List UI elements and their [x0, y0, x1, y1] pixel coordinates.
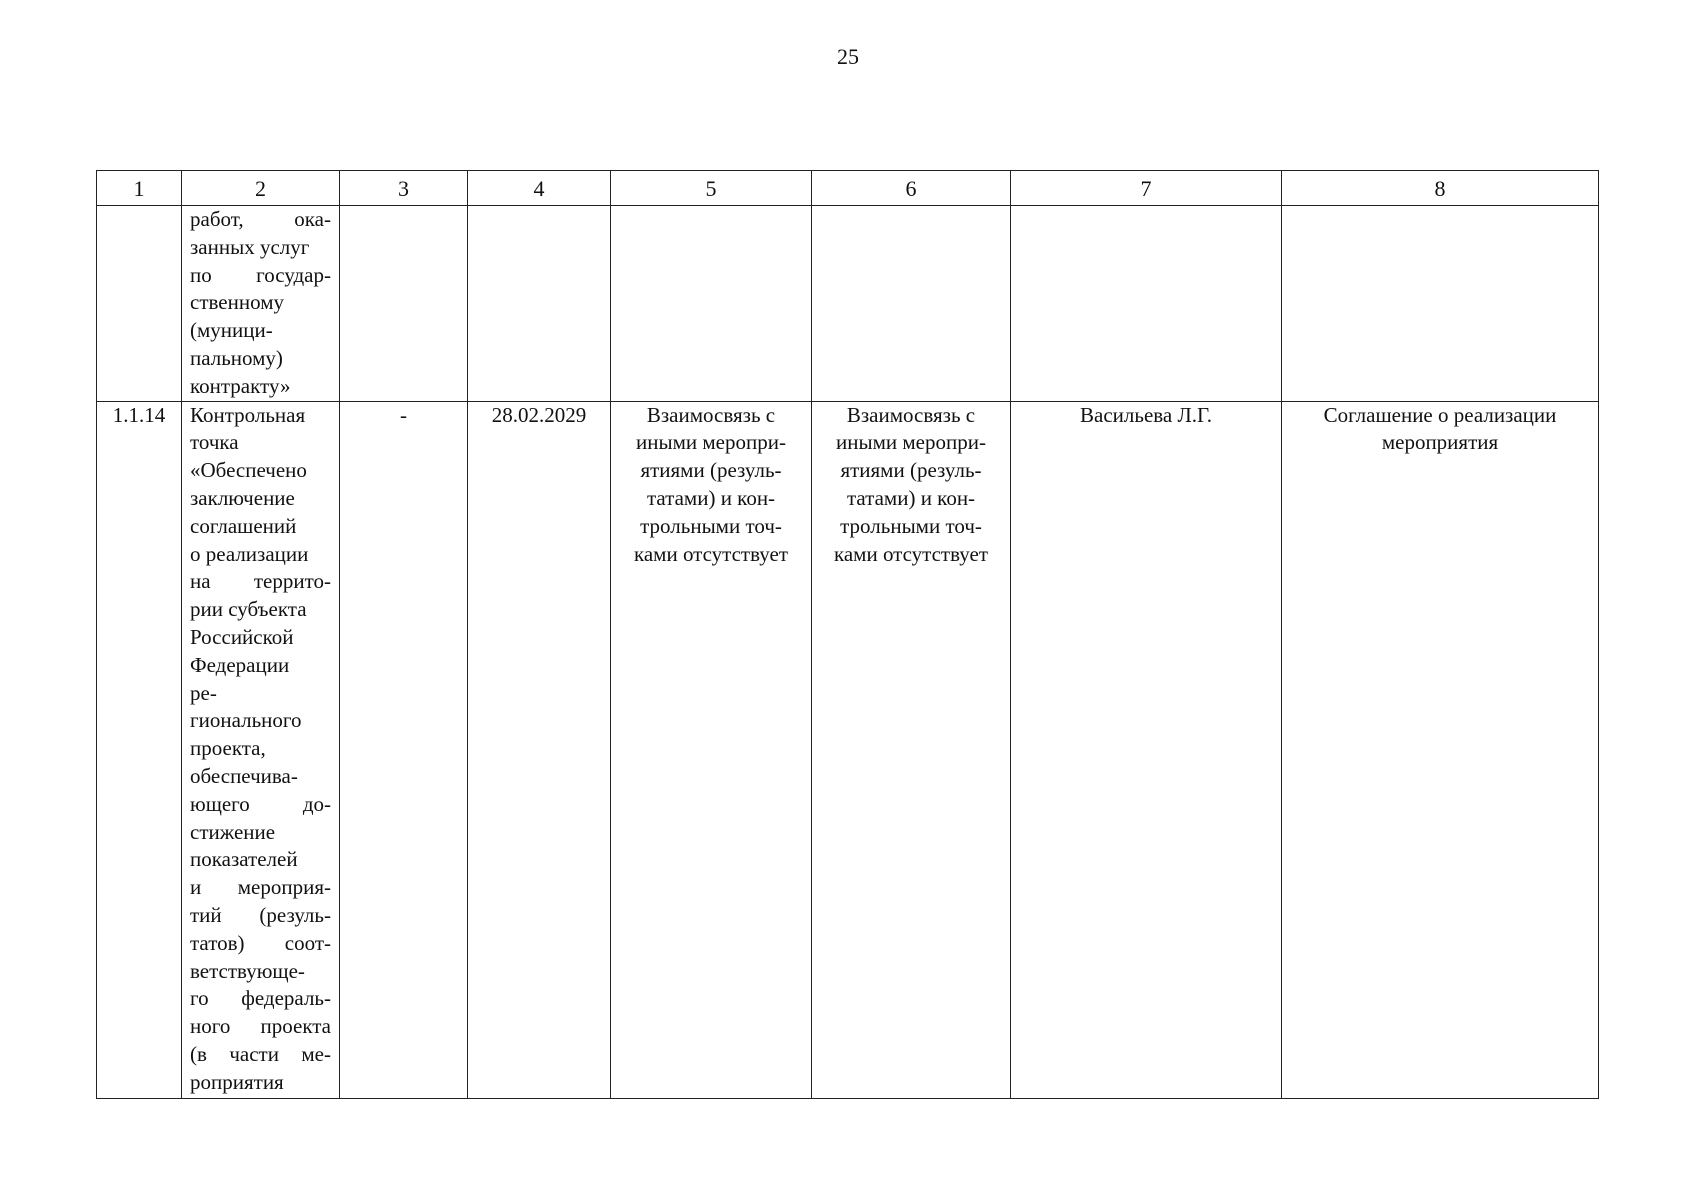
cell-text-line: работ, ока-	[190, 207, 331, 231]
continuation-cell-6	[812, 206, 1011, 402]
cell-text-line: ющего до-	[190, 791, 331, 816]
cell-text-line: ре-	[190, 680, 217, 705]
cell-text-line: гионального	[190, 708, 302, 733]
cell-text-line: стижение	[190, 819, 276, 844]
cell-text-line: ственному	[190, 290, 284, 315]
cell-text-line: точка	[190, 430, 239, 455]
cell-text-line: по государ-	[190, 262, 331, 287]
column-header-1: 1	[97, 171, 182, 206]
cell-text-line: ветствующе-	[190, 958, 305, 983]
cell-text-line: роприятия	[190, 1069, 284, 1094]
cell-text-line: иными меропри-	[836, 430, 986, 455]
cell-text-line: контракту»	[190, 373, 291, 398]
cell-text-line: на террито-	[190, 569, 331, 594]
row-number-cell: 1.1.14	[97, 401, 182, 1098]
cell-text-line: пальному)	[190, 345, 283, 370]
cell-text-line: соглашений	[190, 513, 297, 538]
cell-text-line: Федерации	[190, 652, 290, 677]
cell-text-line: трольными точ-	[640, 513, 782, 538]
cell-text-line: татами) и кон-	[646, 485, 776, 510]
cell-text-line: «Обеспечено	[190, 458, 307, 483]
dash-cell: -	[340, 401, 468, 1098]
column-header-5: 5	[611, 171, 812, 206]
document-type-cell	[1282, 401, 1599, 1098]
column-header-2: 2	[182, 171, 340, 206]
continuation-number-cell	[97, 206, 182, 402]
relation-cell-5	[611, 401, 812, 1098]
cell-text-line: Взаимосвязь с	[646, 402, 776, 427]
cell-text-line: ного проекта	[190, 1014, 331, 1039]
continuation-row	[97, 206, 1599, 402]
cell-text-line: тий (резуль-	[190, 902, 331, 927]
continuation-cell-5	[611, 206, 812, 402]
cell-text-line: Российской	[190, 624, 294, 649]
responsible-person-cell: Васильева Л.Г.	[1011, 401, 1282, 1098]
continuation-cell-7	[1011, 206, 1282, 402]
cell-text-line: и мероприя-	[190, 875, 331, 900]
cell-text-line: Контрольная	[190, 402, 306, 427]
table-row	[97, 401, 1599, 1098]
continuation-name-cell	[182, 206, 340, 402]
control-point-name-cell	[182, 401, 340, 1098]
cell-text-line: иными меропри-	[636, 430, 786, 455]
cell-text-line: ками отсутствует	[633, 541, 789, 566]
continuation-cell-4	[468, 206, 611, 402]
cell-text-line: татами) и кон-	[846, 485, 976, 510]
column-header-8: 8	[1282, 171, 1599, 206]
column-header-7: 7	[1011, 171, 1282, 206]
column-header-6: 6	[812, 171, 1011, 206]
relation-cell-6	[812, 401, 1011, 1098]
cell-text-line: ками отсутствует	[833, 541, 989, 566]
cell-text-line: заключение	[190, 485, 295, 510]
cell-text-line: го федераль-	[190, 986, 331, 1011]
activities-table	[96, 170, 1599, 1099]
cell-text-line: (муници-	[190, 318, 273, 343]
cell-text-line: Соглашение о реализации	[1323, 402, 1557, 427]
continuation-cell-8	[1282, 206, 1599, 402]
cell-text-line: трольными точ-	[840, 513, 982, 538]
cell-text-line: показателей	[190, 847, 298, 872]
cell-text-line: проекта,	[190, 736, 266, 761]
cell-text-line: обеспечива-	[190, 763, 298, 788]
column-header-4: 4	[468, 171, 611, 206]
continuation-cell-3	[340, 206, 468, 402]
cell-text-line: о реализации	[190, 541, 309, 566]
cell-text-line: ятиями (резуль-	[640, 458, 782, 483]
page-number: 25	[837, 44, 859, 69]
cell-text-line: (в части ме-	[190, 1041, 331, 1066]
cell-text-line: татов) соот-	[190, 930, 331, 955]
cell-text-line: мероприятия	[1381, 430, 1499, 455]
column-header-3: 3	[340, 171, 468, 206]
cell-text-line: Взаимосвязь с	[846, 402, 976, 427]
cell-text-line: рии субъекта	[190, 597, 307, 622]
column-number-header-row	[97, 171, 1599, 206]
cell-text-line: ятиями (резуль-	[840, 458, 982, 483]
date-cell: 28.02.2029	[468, 401, 611, 1098]
cell-text-line: занных услуг	[190, 234, 310, 259]
